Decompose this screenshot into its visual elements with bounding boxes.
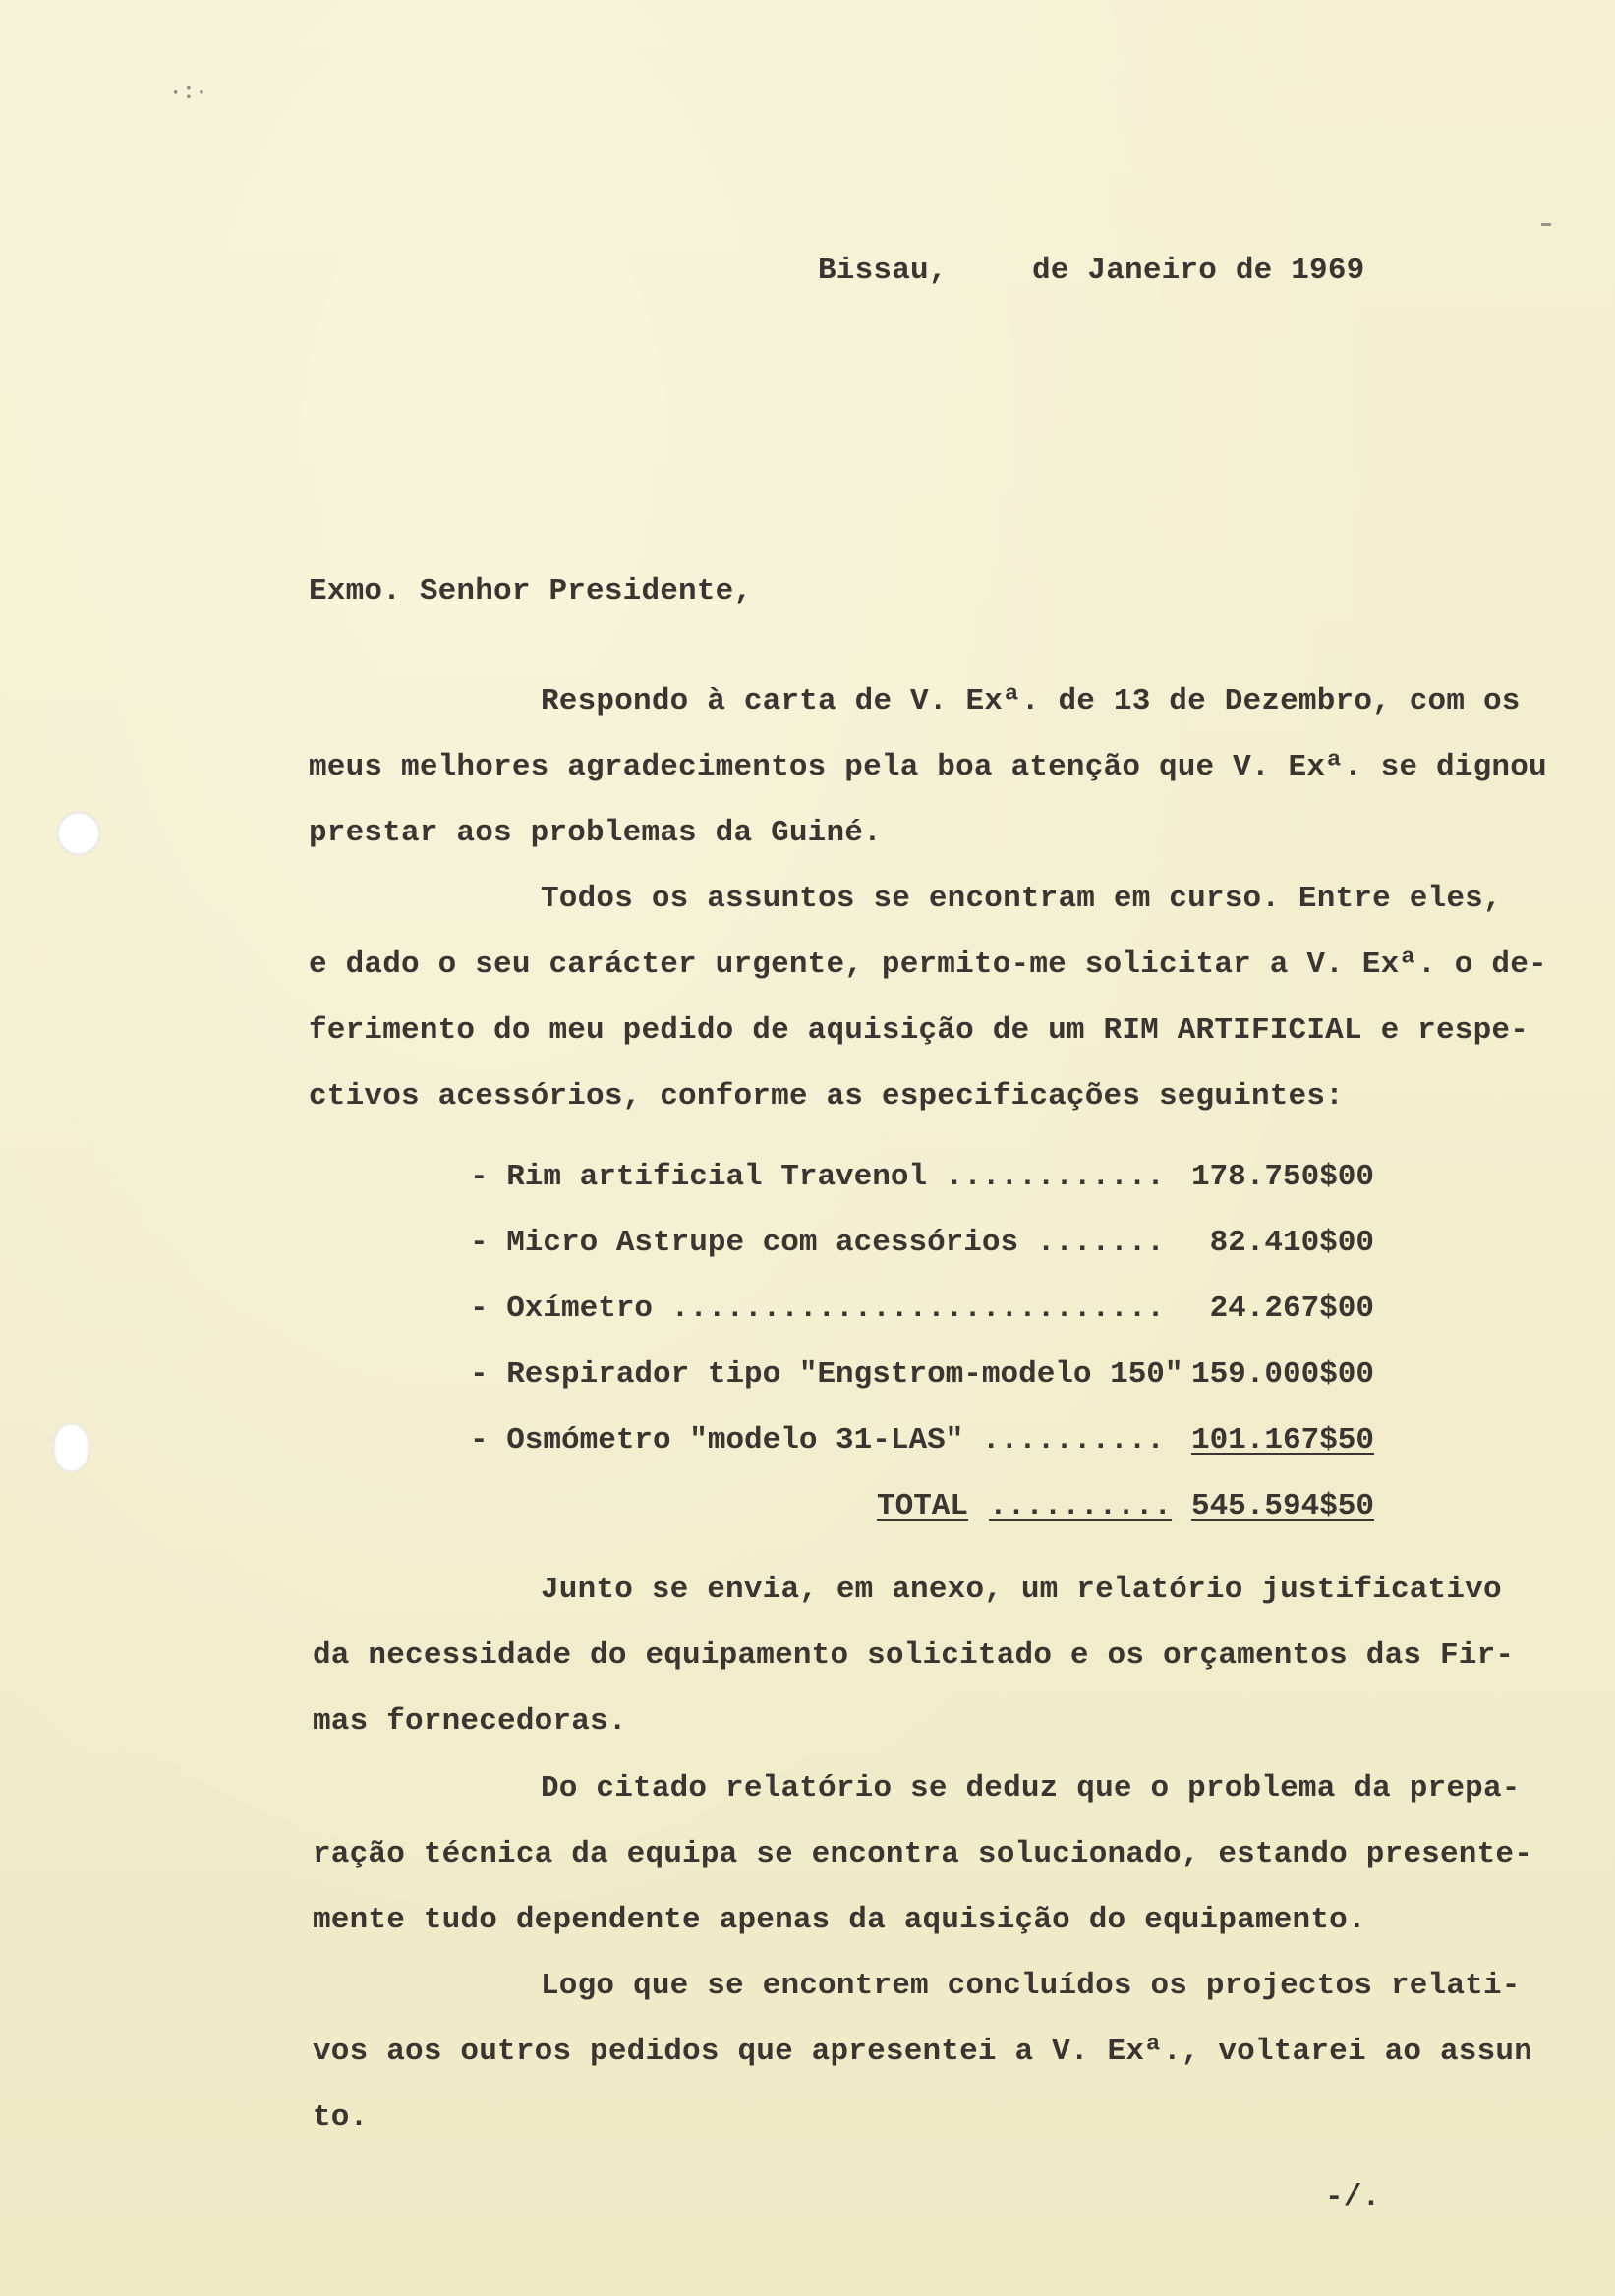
paragraph-4-line-2: ração técnica da equipa se encontra solucionado, estando presente- [313, 1837, 1532, 1871]
salutation: Exmo. Senhor Presidente, [309, 574, 753, 608]
paragraph-2-line-4: ctivos acessórios, conforme as especificações seguintes: [309, 1079, 1344, 1114]
item-amount: 82.410$00 [1209, 1226, 1374, 1260]
item-row [470, 1423, 1374, 1463]
item-label: - Rim artificial Travenol ............ [470, 1160, 1165, 1194]
paragraph-5-line-3: to. [313, 2100, 369, 2135]
item-label: - Osmómetro "modelo 31-LAS" .......... [470, 1423, 1165, 1458]
paragraph-1-line-1: Respondo à carta de V. Exª. de 13 de Dezembro, com os [541, 684, 1521, 718]
item-row [470, 1160, 1374, 1199]
continuation-mark: -/. [1325, 2180, 1381, 2214]
paragraph-1-line-3: prestar aos problemas da Guiné. [309, 816, 882, 850]
letter-place: Bissau, [818, 254, 948, 288]
total-dots: .......... [989, 1489, 1173, 1523]
letter-date: de Janeiro de 1969 [1032, 254, 1365, 288]
total-label: TOTAL [877, 1489, 969, 1523]
paper-speck-mark: ·:· [169, 81, 208, 105]
paragraph-5-line-2: vos aos outros pedidos que apresentei a V. Exª., voltarei ao assun [313, 2035, 1532, 2069]
paragraph-4-line-1: Do citado relatório se deduz que o problema da prepa- [541, 1771, 1521, 1806]
item-label: - Oxímetro ........................... [470, 1292, 1165, 1326]
edge-mark [1541, 223, 1551, 226]
item-row [470, 1292, 1374, 1331]
paragraph-1-line-2: meus melhores agradecimentos pela boa atenção que V. Exª. se dignou [309, 750, 1547, 784]
item-amount: 24.267$00 [1209, 1292, 1374, 1326]
item-amount: 178.750$00 [1190, 1160, 1374, 1194]
punch-hole-upper [57, 812, 100, 855]
item-amount: 101.167$50 [1190, 1423, 1374, 1458]
paragraph-3-line-1: Junto se envia, em anexo, um relatório justificativo [541, 1573, 1502, 1607]
paragraph-4-line-3: mente tudo dependente apenas da aquisição do equipamento. [313, 1903, 1366, 1937]
item-row [470, 1226, 1374, 1265]
paragraph-5-line-1: Logo que se encontrem concluídos os projectos relati- [541, 1969, 1521, 2003]
paragraph-2-line-1: Todos os assuntos se encontram em curso. Entre eles, [541, 882, 1502, 916]
punch-hole-lower [53, 1423, 90, 1472]
item-label: - Respirador tipo "Engstrom-modelo 150" [470, 1357, 1183, 1392]
paragraph-2-line-3: ferimento do meu pedido de aquisição de um RIM ARTIFICIAL e respe- [309, 1013, 1528, 1048]
paragraph-3-line-3: mas fornecedoras. [313, 1704, 627, 1739]
paragraph-2-line-2: e dado o seu carácter urgente, permito-me solicitar a V. Exª. o de- [309, 947, 1547, 982]
total-amount: 545.594$50 [1190, 1489, 1374, 1523]
total-row [470, 1489, 1374, 1528]
paragraph-3-line-2: da necessidade do equipamento solicitado e os orçamentos das Fir- [313, 1638, 1515, 1673]
item-amount: 159.000$00 [1190, 1357, 1374, 1392]
item-row [470, 1357, 1374, 1397]
item-label: - Micro Astrupe com acessórios ....... [470, 1226, 1165, 1260]
